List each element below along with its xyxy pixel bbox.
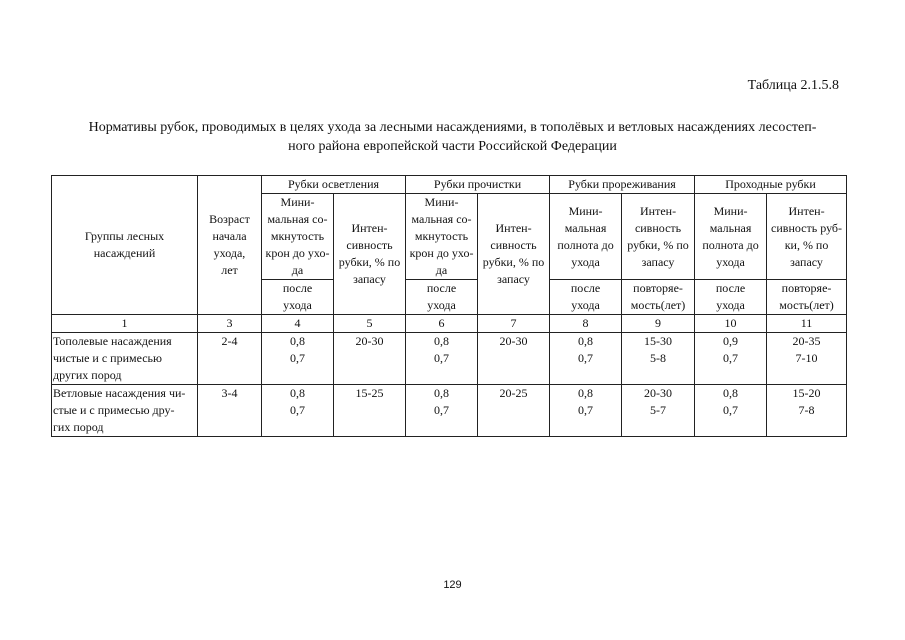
row-value: 0,8 0,7	[550, 385, 622, 437]
column-number: 1	[52, 315, 198, 333]
header-min-closure-1: Мини- мальная со- мкнутость крон до ухо- да	[262, 194, 334, 280]
column-number: 10	[695, 315, 767, 333]
header-after-care-3: после ухода	[550, 280, 622, 315]
header-min-closure-2: Мини- мальная со- мкнутость крон до ухо- да	[406, 194, 478, 280]
table-label: Таблица 2.1.5.8	[747, 78, 839, 93]
norms-table	[51, 175, 847, 437]
row-value: 15-25	[334, 385, 406, 437]
row-value: 20-30	[478, 333, 550, 385]
header-intensity-2: Интен- сивность рубки, % по запасу	[478, 194, 550, 315]
header-forest-groups: Группы лесных насаждений	[52, 176, 198, 315]
header-after-care-2: после ухода	[406, 280, 478, 315]
header-repeatability-4: повторяе- мость(лет)	[767, 280, 847, 315]
row-value: 20-30	[334, 333, 406, 385]
column-number-row	[52, 315, 847, 333]
row-forest-group: Тополевые насаждения чистые и с примесью других пород	[52, 333, 198, 385]
header-clearing-cuts: Рубки прочистки	[406, 176, 550, 194]
header-after-care-1: после ухода	[262, 280, 334, 315]
header-thinning-cuts: Рубки прореживания	[550, 176, 695, 194]
row-age: 2-4	[198, 333, 262, 385]
page-number: 129	[443, 579, 462, 591]
header-intensity-1: Интен- сивность рубки, % по запасу	[334, 194, 406, 315]
header-start-age: Возраст начала ухода, лет	[198, 176, 262, 315]
column-number: 6	[406, 315, 478, 333]
row-value: 20-30 5-7	[622, 385, 695, 437]
row-value: 0,9 0,7	[695, 333, 767, 385]
column-number: 9	[622, 315, 695, 333]
header-cleaning-cuts: Рубки осветления	[262, 176, 406, 194]
table-title: Нормативы рубок, проводимых в целях ухода за лесными насаждениями, в тополёвых и ветловых насаждениях лесостеп- ного района европейской части Российской Федерации	[88, 120, 817, 154]
header-min-density-3: Мини- мальная полнота до ухода	[550, 194, 622, 280]
column-number: 8	[550, 315, 622, 333]
column-number: 3	[198, 315, 262, 333]
row-value: 20-35 7-10	[767, 333, 847, 385]
row-value: 0,8 0,7	[406, 333, 478, 385]
row-value: 0,8 0,7	[262, 333, 334, 385]
header-repeatability-3: повторяе- мость(лет)	[622, 280, 695, 315]
row-value: 0,8 0,7	[695, 385, 767, 437]
row-value: 15-30 5-8	[622, 333, 695, 385]
row-age: 3-4	[198, 385, 262, 437]
row-value: 0,8 0,7	[550, 333, 622, 385]
row-value: 15-20 7-8	[767, 385, 847, 437]
header-row-groups	[52, 176, 847, 194]
row-forest-group: Ветловые насаждения чи- стые и с примесью дру- гих пород	[52, 385, 198, 437]
header-min-density-4: Мини- мальная полнота до ухода	[695, 194, 767, 280]
column-number: 11	[767, 315, 847, 333]
header-intensity-4: Интен- сивность руб- ки, % по запасу	[767, 194, 847, 280]
row-value: 20-25	[478, 385, 550, 437]
row-value: 0,8 0,7	[262, 385, 334, 437]
column-number: 7	[478, 315, 550, 333]
row-value: 0,8 0,7	[406, 385, 478, 437]
table-row	[52, 333, 847, 385]
header-intensity-3: Интен- сивность рубки, % по запасу	[622, 194, 695, 280]
column-number: 4	[262, 315, 334, 333]
header-passing-cuts: Проходные рубки	[695, 176, 847, 194]
table-row	[52, 385, 847, 437]
header-after-care-4: после ухода	[695, 280, 767, 315]
column-number: 5	[334, 315, 406, 333]
